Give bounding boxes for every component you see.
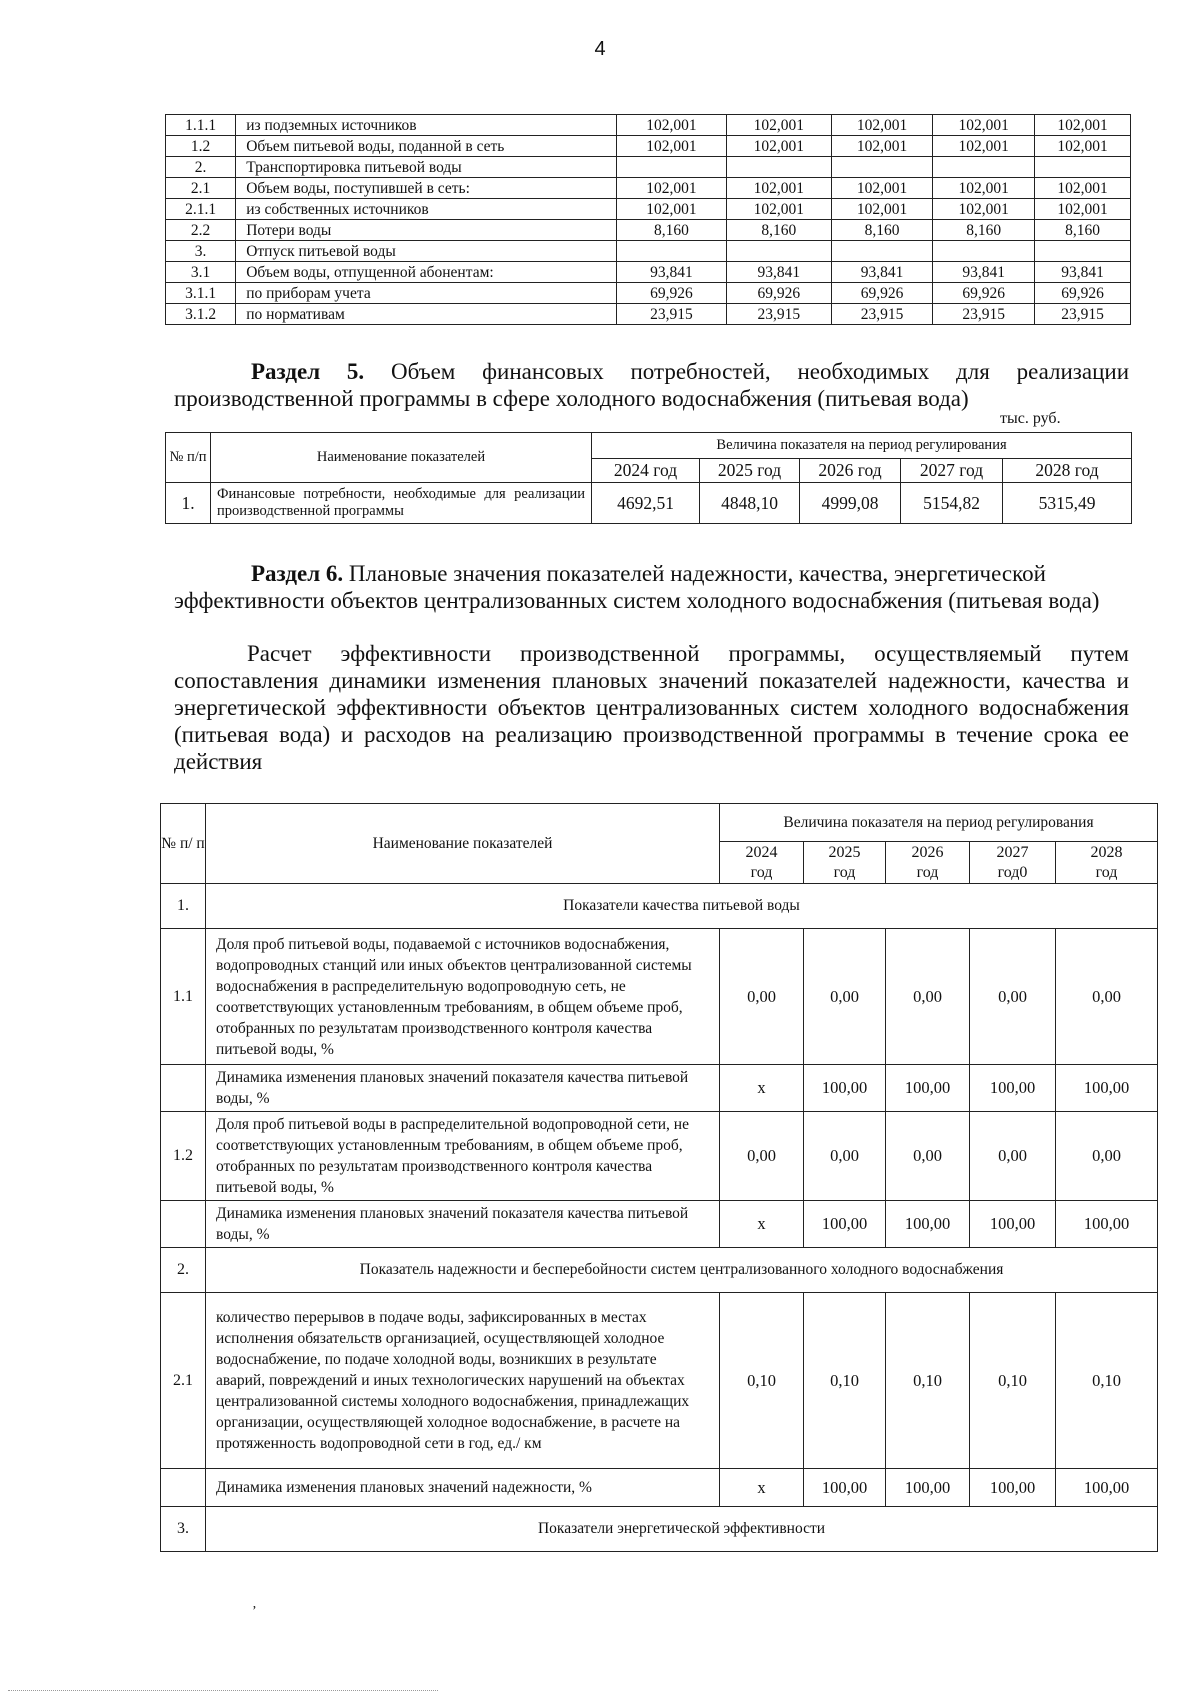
row-value: 102,001 xyxy=(1035,178,1131,199)
row-value: 69,926 xyxy=(617,283,727,304)
year-header xyxy=(720,842,804,884)
row-value: 102,001 xyxy=(832,178,933,199)
row-number: 2.1 xyxy=(161,1293,206,1469)
table-row xyxy=(166,283,1131,304)
section-6-paragraph xyxy=(174,640,1129,775)
row-value: 102,001 xyxy=(726,115,831,136)
year-header: 2026 год xyxy=(800,459,901,483)
row-value: 4848,10 xyxy=(700,483,800,524)
row-value: 0,10 xyxy=(970,1293,1056,1469)
row-value: 0,00 xyxy=(720,929,804,1065)
row-value xyxy=(617,157,727,178)
group-row xyxy=(161,1507,1158,1552)
row-value: 100,00 xyxy=(1056,1469,1158,1507)
row-name: Доля проб питьевой воды в распределительной водопроводной сети, не соответствующих установленным требованиям, в общем объеме проб, отобранных по результатам производственного контроля качества питьевой воды, % xyxy=(206,1112,720,1201)
year-header xyxy=(886,842,970,884)
row-value: 23,915 xyxy=(726,304,831,325)
year-header: 2025 год xyxy=(700,459,800,483)
row-value: 100,00 xyxy=(970,1201,1056,1248)
row-value: x xyxy=(720,1065,804,1112)
year-header xyxy=(1056,842,1158,884)
row-value: 0,00 xyxy=(720,1112,804,1201)
row-value: 4999,08 xyxy=(800,483,901,524)
section-5-title: Объем финансовых потребностей, необходимых для реализации производственной программы в сфере холодного водоснабжения (питьевая вода) xyxy=(174,359,1130,411)
row-number: 2.2 xyxy=(166,220,236,241)
row-value xyxy=(832,241,933,262)
row-value: 8,160 xyxy=(617,220,727,241)
table-row xyxy=(166,178,1131,199)
year-number: 2026 xyxy=(911,843,944,861)
section-6-heading xyxy=(174,560,1129,614)
row-number: 2. xyxy=(166,157,236,178)
indicators-table xyxy=(160,803,1158,1552)
table-row xyxy=(161,1065,1158,1112)
row-name: Финансовые потребности, необходимые для реализации производственной программы xyxy=(211,483,592,524)
table-row xyxy=(161,1293,1158,1469)
row-value: 102,001 xyxy=(617,136,727,157)
page-number: 4 xyxy=(594,38,606,60)
year-number: 2028 xyxy=(1090,843,1123,861)
row-value: 100,00 xyxy=(804,1065,886,1112)
row-number: 1.2 xyxy=(166,136,236,157)
row-number xyxy=(161,1469,206,1507)
group-title: Показатели качества питьевой воды xyxy=(206,884,1158,929)
table-row xyxy=(166,262,1131,283)
row-value: 100,00 xyxy=(1056,1201,1158,1248)
year-header xyxy=(804,842,886,884)
row-name: Динамика изменения плановых значений показателя качества питьевой воды, % xyxy=(206,1065,720,1112)
row-value: 100,00 xyxy=(886,1065,970,1112)
row-value: 0,10 xyxy=(1056,1293,1158,1469)
row-value: 0,10 xyxy=(804,1293,886,1469)
row-name: по приборам учета xyxy=(236,283,617,304)
row-value: x xyxy=(720,1469,804,1507)
row-value: 0,00 xyxy=(1056,1112,1158,1201)
row-value: 102,001 xyxy=(1035,199,1131,220)
table-row xyxy=(166,199,1131,220)
row-value: 93,841 xyxy=(617,262,727,283)
row-value: 8,160 xyxy=(726,220,831,241)
row-value: 100,00 xyxy=(886,1201,970,1248)
row-value: 23,915 xyxy=(832,304,933,325)
row-value: 102,001 xyxy=(933,178,1035,199)
row-value: 0,00 xyxy=(886,1112,970,1201)
row-value: 102,001 xyxy=(933,199,1035,220)
row-name: Доля проб питьевой воды, подаваемой с источников водоснабжения, водопроводных станций или иных объектов централизованной системы водоснабжения в распределительную водопроводную сеть, не соответствующих установленным требованиям, в общем объеме проб, отобранных по результатам производственного контроля качества питьевой воды, % xyxy=(206,929,720,1065)
row-value: 102,001 xyxy=(933,115,1035,136)
row-value: 93,841 xyxy=(1035,262,1131,283)
table-row xyxy=(166,304,1131,325)
year-unit: год0 xyxy=(997,863,1028,881)
row-number: 1.2 xyxy=(161,1112,206,1201)
row-value: 0,00 xyxy=(970,1112,1056,1201)
row-value: 100,00 xyxy=(804,1201,886,1248)
year-header xyxy=(970,842,1056,884)
row-value: 23,915 xyxy=(617,304,727,325)
row-value: 102,001 xyxy=(832,136,933,157)
row-value: 69,926 xyxy=(832,283,933,304)
t2-col-num-header: № п/п xyxy=(166,433,211,483)
row-number: 3.1 xyxy=(166,262,236,283)
row-value xyxy=(726,241,831,262)
year-header: 2027 год xyxy=(901,459,1003,483)
section-5-label: Раздел 5. xyxy=(251,359,365,384)
row-name: из собственных источников xyxy=(236,199,617,220)
table-row xyxy=(166,220,1131,241)
table-row xyxy=(166,157,1131,178)
row-value: 69,926 xyxy=(933,283,1035,304)
water-balance-table xyxy=(165,114,1131,325)
row-value: 102,001 xyxy=(726,136,831,157)
row-value: 100,00 xyxy=(804,1469,886,1507)
row-value: 8,160 xyxy=(933,220,1035,241)
row-value: 5154,82 xyxy=(901,483,1003,524)
row-name: Объем питьевой воды, поданной в сеть xyxy=(236,136,617,157)
row-name: из подземных источников xyxy=(236,115,617,136)
row-name: количество перерывов в подаче воды, зафиксированных в местах исполнения обязательств организацией, осуществляющей холодное водоснабжение, по подаче холодной воды, возникших в результате аварий, повреждений и иных технологических нарушений на объектах централизованной системы холодного водоснабжения, принадлежащих организации, осуществляющей холодное водоснабжение, в расчете на протяженность водопроводной сети в год, ед./ км xyxy=(206,1293,720,1469)
section-6-title: Плановые значения показателей надежности, качества, энергетической эффективности объектов централизованных систем холодного водоснабжения (питьевая вода) xyxy=(174,561,1100,613)
row-name: по нормативам xyxy=(236,304,617,325)
table-row xyxy=(161,1112,1158,1201)
row-value: 102,001 xyxy=(832,115,933,136)
row-value xyxy=(933,241,1035,262)
row-number: 1.1 xyxy=(161,929,206,1065)
row-value xyxy=(1035,241,1131,262)
row-value: 102,001 xyxy=(1035,136,1131,157)
row-name: Транспортировка питьевой воды xyxy=(236,157,617,178)
group-title: Показатель надежности и бесперебойности систем централизованного холодного водоснабжения xyxy=(206,1248,1158,1293)
t3-col-num-header: № п/ п xyxy=(161,804,206,884)
table-row xyxy=(166,241,1131,262)
group-number: 1. xyxy=(161,884,206,929)
row-value: 102,001 xyxy=(617,178,727,199)
row-value: 5315,49 xyxy=(1003,483,1132,524)
row-value: 100,00 xyxy=(886,1469,970,1507)
t3-col-period-header: Величина показателя на период регулирования xyxy=(720,804,1158,842)
year-header: 2024 год xyxy=(592,459,700,483)
section-6-paragraph-text: Расчет эффективности производственной программы, осуществляемый путем сопоставления динамики изменения плановых значений показателей надежности, качества и энергетической эффективности объектов централизованных систем холодного водоснабжения (питьевая вода) и расходов на реализацию производственной программы в течение срока ее действия xyxy=(174,641,1129,774)
row-value: 8,160 xyxy=(832,220,933,241)
row-value: 69,926 xyxy=(726,283,831,304)
row-value xyxy=(933,157,1035,178)
year-number: 2027 xyxy=(996,843,1029,861)
row-value: 0,00 xyxy=(886,929,970,1065)
group-number: 3. xyxy=(161,1507,206,1552)
row-value: 0,10 xyxy=(886,1293,970,1469)
row-value: 69,926 xyxy=(1035,283,1131,304)
year-number: 2024 xyxy=(745,843,778,861)
t3-col-name-header: Наименование показателей xyxy=(206,804,720,884)
row-value: 0,10 xyxy=(720,1293,804,1469)
row-name: Отпуск питьевой воды xyxy=(236,241,617,262)
row-number: 1.1.1 xyxy=(166,115,236,136)
units-label: тыс. руб. xyxy=(1000,410,1061,427)
row-value: 102,001 xyxy=(933,136,1035,157)
row-value xyxy=(832,157,933,178)
row-value: 0,00 xyxy=(970,929,1056,1065)
row-name: Объем воды, отпущенной абонентам: xyxy=(236,262,617,283)
row-name: Объем воды, поступившей в сеть: xyxy=(236,178,617,199)
t2-col-period-header: Величина показателя на период регулирования xyxy=(592,433,1132,459)
row-value: 100,00 xyxy=(1056,1065,1158,1112)
row-number: 3. xyxy=(166,241,236,262)
table-row xyxy=(161,1469,1158,1507)
table-row xyxy=(161,929,1158,1065)
row-number: 3.1.1 xyxy=(166,283,236,304)
row-value: 100,00 xyxy=(970,1469,1056,1507)
row-value: 93,841 xyxy=(832,262,933,283)
row-value: 102,001 xyxy=(617,199,727,220)
row-value: 102,001 xyxy=(726,199,831,220)
scan-artifact-line xyxy=(8,1690,438,1692)
row-value: 8,160 xyxy=(1035,220,1131,241)
row-name: Динамика изменения плановых значений показателя качества питьевой воды, % xyxy=(206,1201,720,1248)
table-row xyxy=(166,115,1131,136)
financial-needs-table xyxy=(165,432,1132,524)
section-5-heading xyxy=(174,358,1129,412)
group-row xyxy=(161,1248,1158,1293)
group-number: 2. xyxy=(161,1248,206,1293)
row-value xyxy=(726,157,831,178)
year-unit: год xyxy=(1095,863,1118,881)
section-6-label: Раздел 6. xyxy=(251,561,344,586)
year-unit: год xyxy=(750,863,773,881)
group-row xyxy=(161,884,1158,929)
t2-col-name-header: Наименование показателей xyxy=(211,433,592,483)
row-value: 102,001 xyxy=(726,178,831,199)
row-value: 4692,51 xyxy=(592,483,700,524)
row-name: Потери воды xyxy=(236,220,617,241)
row-number: 2.1.1 xyxy=(166,199,236,220)
row-value: 102,001 xyxy=(1035,115,1131,136)
bottom-mark: ʼ xyxy=(252,1604,257,1619)
row-value: 23,915 xyxy=(933,304,1035,325)
row-value xyxy=(617,241,727,262)
group-title: Показатели энергетической эффективности xyxy=(206,1507,1158,1552)
table-row xyxy=(161,1201,1158,1248)
year-header: 2028 год xyxy=(1003,459,1132,483)
row-name: Динамика изменения плановых значений надежности, % xyxy=(206,1469,720,1507)
row-number: 1. xyxy=(166,483,211,524)
year-unit: год xyxy=(833,863,856,881)
row-value xyxy=(1035,157,1131,178)
row-number: 3.1.2 xyxy=(166,304,236,325)
row-value: 0,00 xyxy=(804,1112,886,1201)
row-value: 93,841 xyxy=(933,262,1035,283)
year-number: 2025 xyxy=(828,843,861,861)
row-value: 23,915 xyxy=(1035,304,1131,325)
row-number: 2.1 xyxy=(166,178,236,199)
year-unit: год xyxy=(916,863,939,881)
row-number xyxy=(161,1065,206,1112)
row-value: x xyxy=(720,1201,804,1248)
row-value: 0,00 xyxy=(1056,929,1158,1065)
row-value: 0,00 xyxy=(804,929,886,1065)
row-number xyxy=(161,1201,206,1248)
row-value: 100,00 xyxy=(970,1065,1056,1112)
row-value: 93,841 xyxy=(726,262,831,283)
row-value: 102,001 xyxy=(832,199,933,220)
row-value: 102,001 xyxy=(617,115,727,136)
table-row xyxy=(166,136,1131,157)
